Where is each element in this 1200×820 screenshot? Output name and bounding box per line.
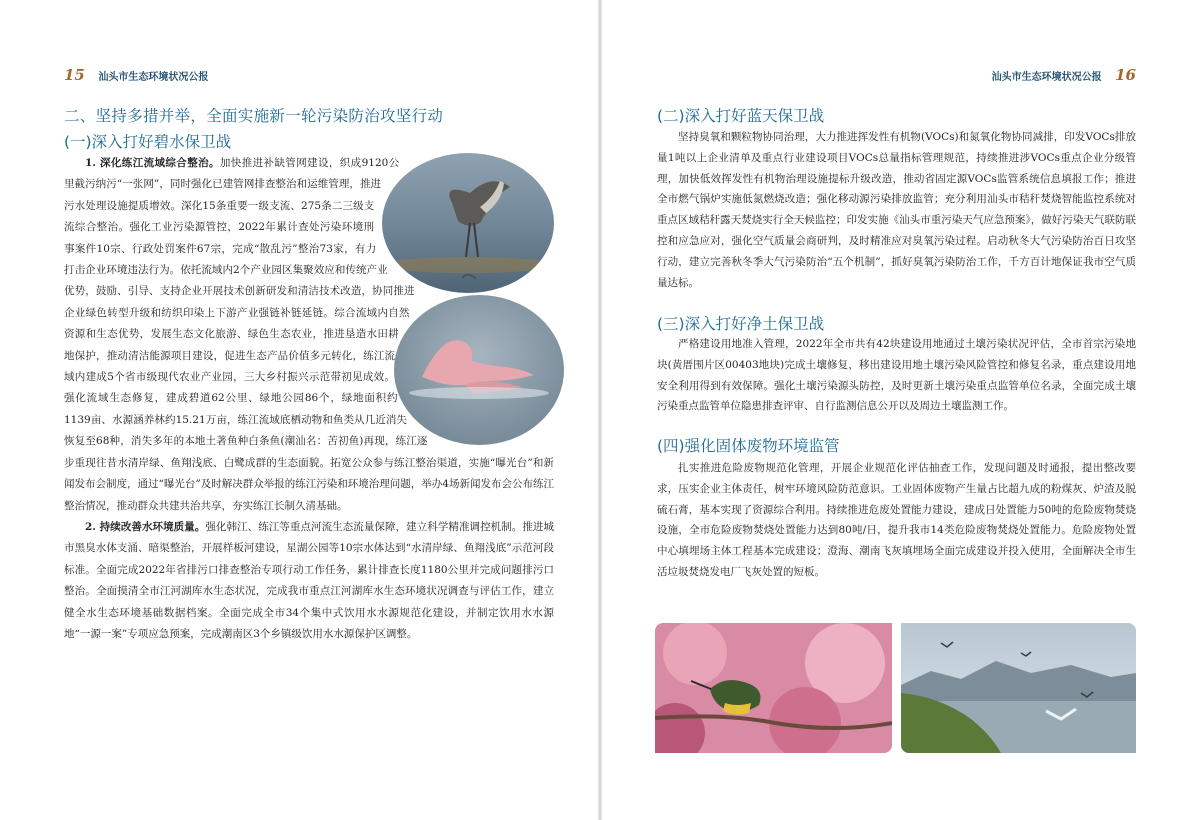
dolphin-photo-image xyxy=(394,295,564,445)
subsection-heading-waste: (四)强化固体废物环境监管 xyxy=(657,437,840,455)
waste-section-text xyxy=(657,458,1136,583)
dolphin-photo xyxy=(394,295,564,445)
soil-section-text xyxy=(657,334,1136,417)
sunbird-photo xyxy=(655,623,892,753)
right-running-title: 汕头市生态环境状况公报 xyxy=(991,72,1102,83)
book-gutter xyxy=(598,0,602,820)
subsection-heading-air: (二)深入打好蓝天保卫战 xyxy=(657,107,825,125)
sunbird-photo-image xyxy=(655,623,892,753)
left-body-text xyxy=(64,153,554,645)
paragraph-air: 坚持臭氧和颗粒物协同治理，大力推进挥发性有机物(VOCs)和氮氧化物协同减排，印发VOCs排放量1吨以上企业清单及重点行业建设项目VOCs总量指标管理规范，持续推进涉VOCs重点企业分级管理，加快低效挥发性有机物治理设施提标升级改造，推动省固定源VOCs监管系统信息填报工作；推进全市燃气锅炉实施低氮燃烧改造；强化移动源污染排放监管；充分利用汕头市秸秆焚烧智能监控系统对重点区域秸秆露天焚烧实行全天候监控；印发实施《汕头市重污染天气应急预案》，做好污染天气联防联控和应急应对，强化空气质量会商研判，及时精准应对臭氧污染过程。启动秋冬大气污染防治百日攻坚行动，建立完善秋冬季大气污染防治“五个机制”，抓好臭氧污染防治工作，千方百计地保证我市空气质量达标。 xyxy=(657,131,1136,289)
paragraph-water-quality-text: 强化韩江、练江等重点河流生态流量保障，建立科学精准调控机制。推进城市黑臭水体支涌、暗渠整治，开展样板河建设，星湖公园等10宗水体达到“水清岸绿、鱼翔浅底”示范河段标准。全面完成2022年省排污口排查整治专项行动工作任务，累计排查长度1180公里并完成问题排污口整治。全面摸清全市江河湖库水生态状况，完成我市重点江河湖库水生态环境状况调查与评估工作，建立健全水生态环境基础数据档案。全面完成全市34个集中式饮用水水源规范化建设，并制定饮用水水源地“一源一案”专项应急预案，完成潮南区3个乡镇级饮用水水源保护区调整。 xyxy=(64,520,554,640)
right-page-header xyxy=(992,66,1136,84)
section-heading: 二、坚持多措并举，全面实施新一轮污染防治攻坚行动 xyxy=(64,107,444,125)
subsection-heading-water: (一)深入打好碧水保卫战 xyxy=(64,133,232,151)
paragraph-soil: 严格建设用地准入管理，2022年全市共有42块建设用地通过土壤污染状况评估，全市首宗污染地块(黄厝围片区00403地块)完成土壤修复，移出建设用地土壤污染风险管控和修复名录，重点建设用地安全利用得到有效保障。强化土壤污染源头防控，及时更新土壤污染重点监管单位名录，全面完成土壤污染重点监管单位隐患排查评审、自行监测信息公开以及周边土壤监测工作。 xyxy=(657,338,1136,413)
paragraph-lianjiang-lead: 1. 深化练江流域综合整治。 xyxy=(85,157,220,169)
left-page-header xyxy=(64,66,208,84)
paragraph-water-quality-lead: 2. 持续改善水环境质量。 xyxy=(85,520,206,533)
paragraph-waste: 扎实推进危险废物规范化管理，开展企业规范化评估抽查工作，发现问题及时通报，提出整改要求，压实企业主体责任，树牢环境风险防范意识。工业固体废物产生量占比超九成的粉煤灰、炉渣及脱硫石膏，基本实现了资源综合利用。持续推进危废处置能力建设，建成日处置能力50吨的危险废物焚烧设施，全市危险废物焚烧处置能力达到80吨/日，提升我市14类危险废物焚烧处置能力。危险废物处置中心填埋场主体工程基本完成建设；澄海、潮南飞灰填埋场全面完成建设并投入使用，全面解决全市生活垃圾焚烧发电厂飞灰处置的短板。 xyxy=(657,462,1136,578)
egret-photo xyxy=(382,153,554,293)
subsection-heading-soil: (三)深入打好净土保卫战 xyxy=(657,315,825,333)
left-page-number: 15 xyxy=(64,66,85,84)
seagulls-photo xyxy=(901,623,1136,753)
seagulls-photo-image xyxy=(901,623,1136,753)
right-page-number: 16 xyxy=(1115,66,1136,84)
left-running-title: 汕头市生态环境状况公报 xyxy=(98,72,209,83)
paragraph-lianjiang-text: 加快推进补缺管网建设，织成9120公里截污纳污“一张网”，同时强化已建管网排查整治和运维管理，推进污水处理设施提质增效。深化15条重要一级支流、275条二三级支流综合整治。强化工业污染源管控，2022年累计查处污染环境刑事案件10宗、行政处罚案件67宗，完成“散乱污”整治73家，有力打击企业环境违法行为。依托流域内2个产业园区集聚效应和传统产业优势，鼓励、引导、支持企业开展技术创新研发和清洁技术改造，协同推进企业绿色转型升级和纺织印染上下游产业强链补链延链。综合流域内自然资源和生态优势，发展生态文化旅游、绿色生态农业，推进垦造水田耕地保护，推动清洁能源项目建设，促进生态产品价值多元转化，练江流域内建成5个省市级现代农业产业园，三大乡村振兴示范带初见成效。强化流域生态修复，建成碧道62公里、绿地公园86个，绿地面积约1139亩、水源涵养林约15.21万亩，练江流域底栖动物和鱼类从几近消失恢复至68种，消失多年的本地土著鱼种白条鱼(潮汕名：苦初鱼)再现，练江逐步重现往昔水清岸绿、鱼翔浅底、白鹭成群的生态面貌。拓宽公众参与练江整治渠道，实施“曝光台”和新闻发布会制度，通过“曝光台”及时解决群众举报的练江污染和环境治理问题，举办4场新闻发布会公布练江整治情况，推动群众共建共治共享，夯实练江长制久清基础。 xyxy=(64,157,554,512)
paragraph-water-quality xyxy=(64,517,554,645)
air-section-text xyxy=(657,127,1136,293)
egret-photo-image xyxy=(382,153,554,293)
